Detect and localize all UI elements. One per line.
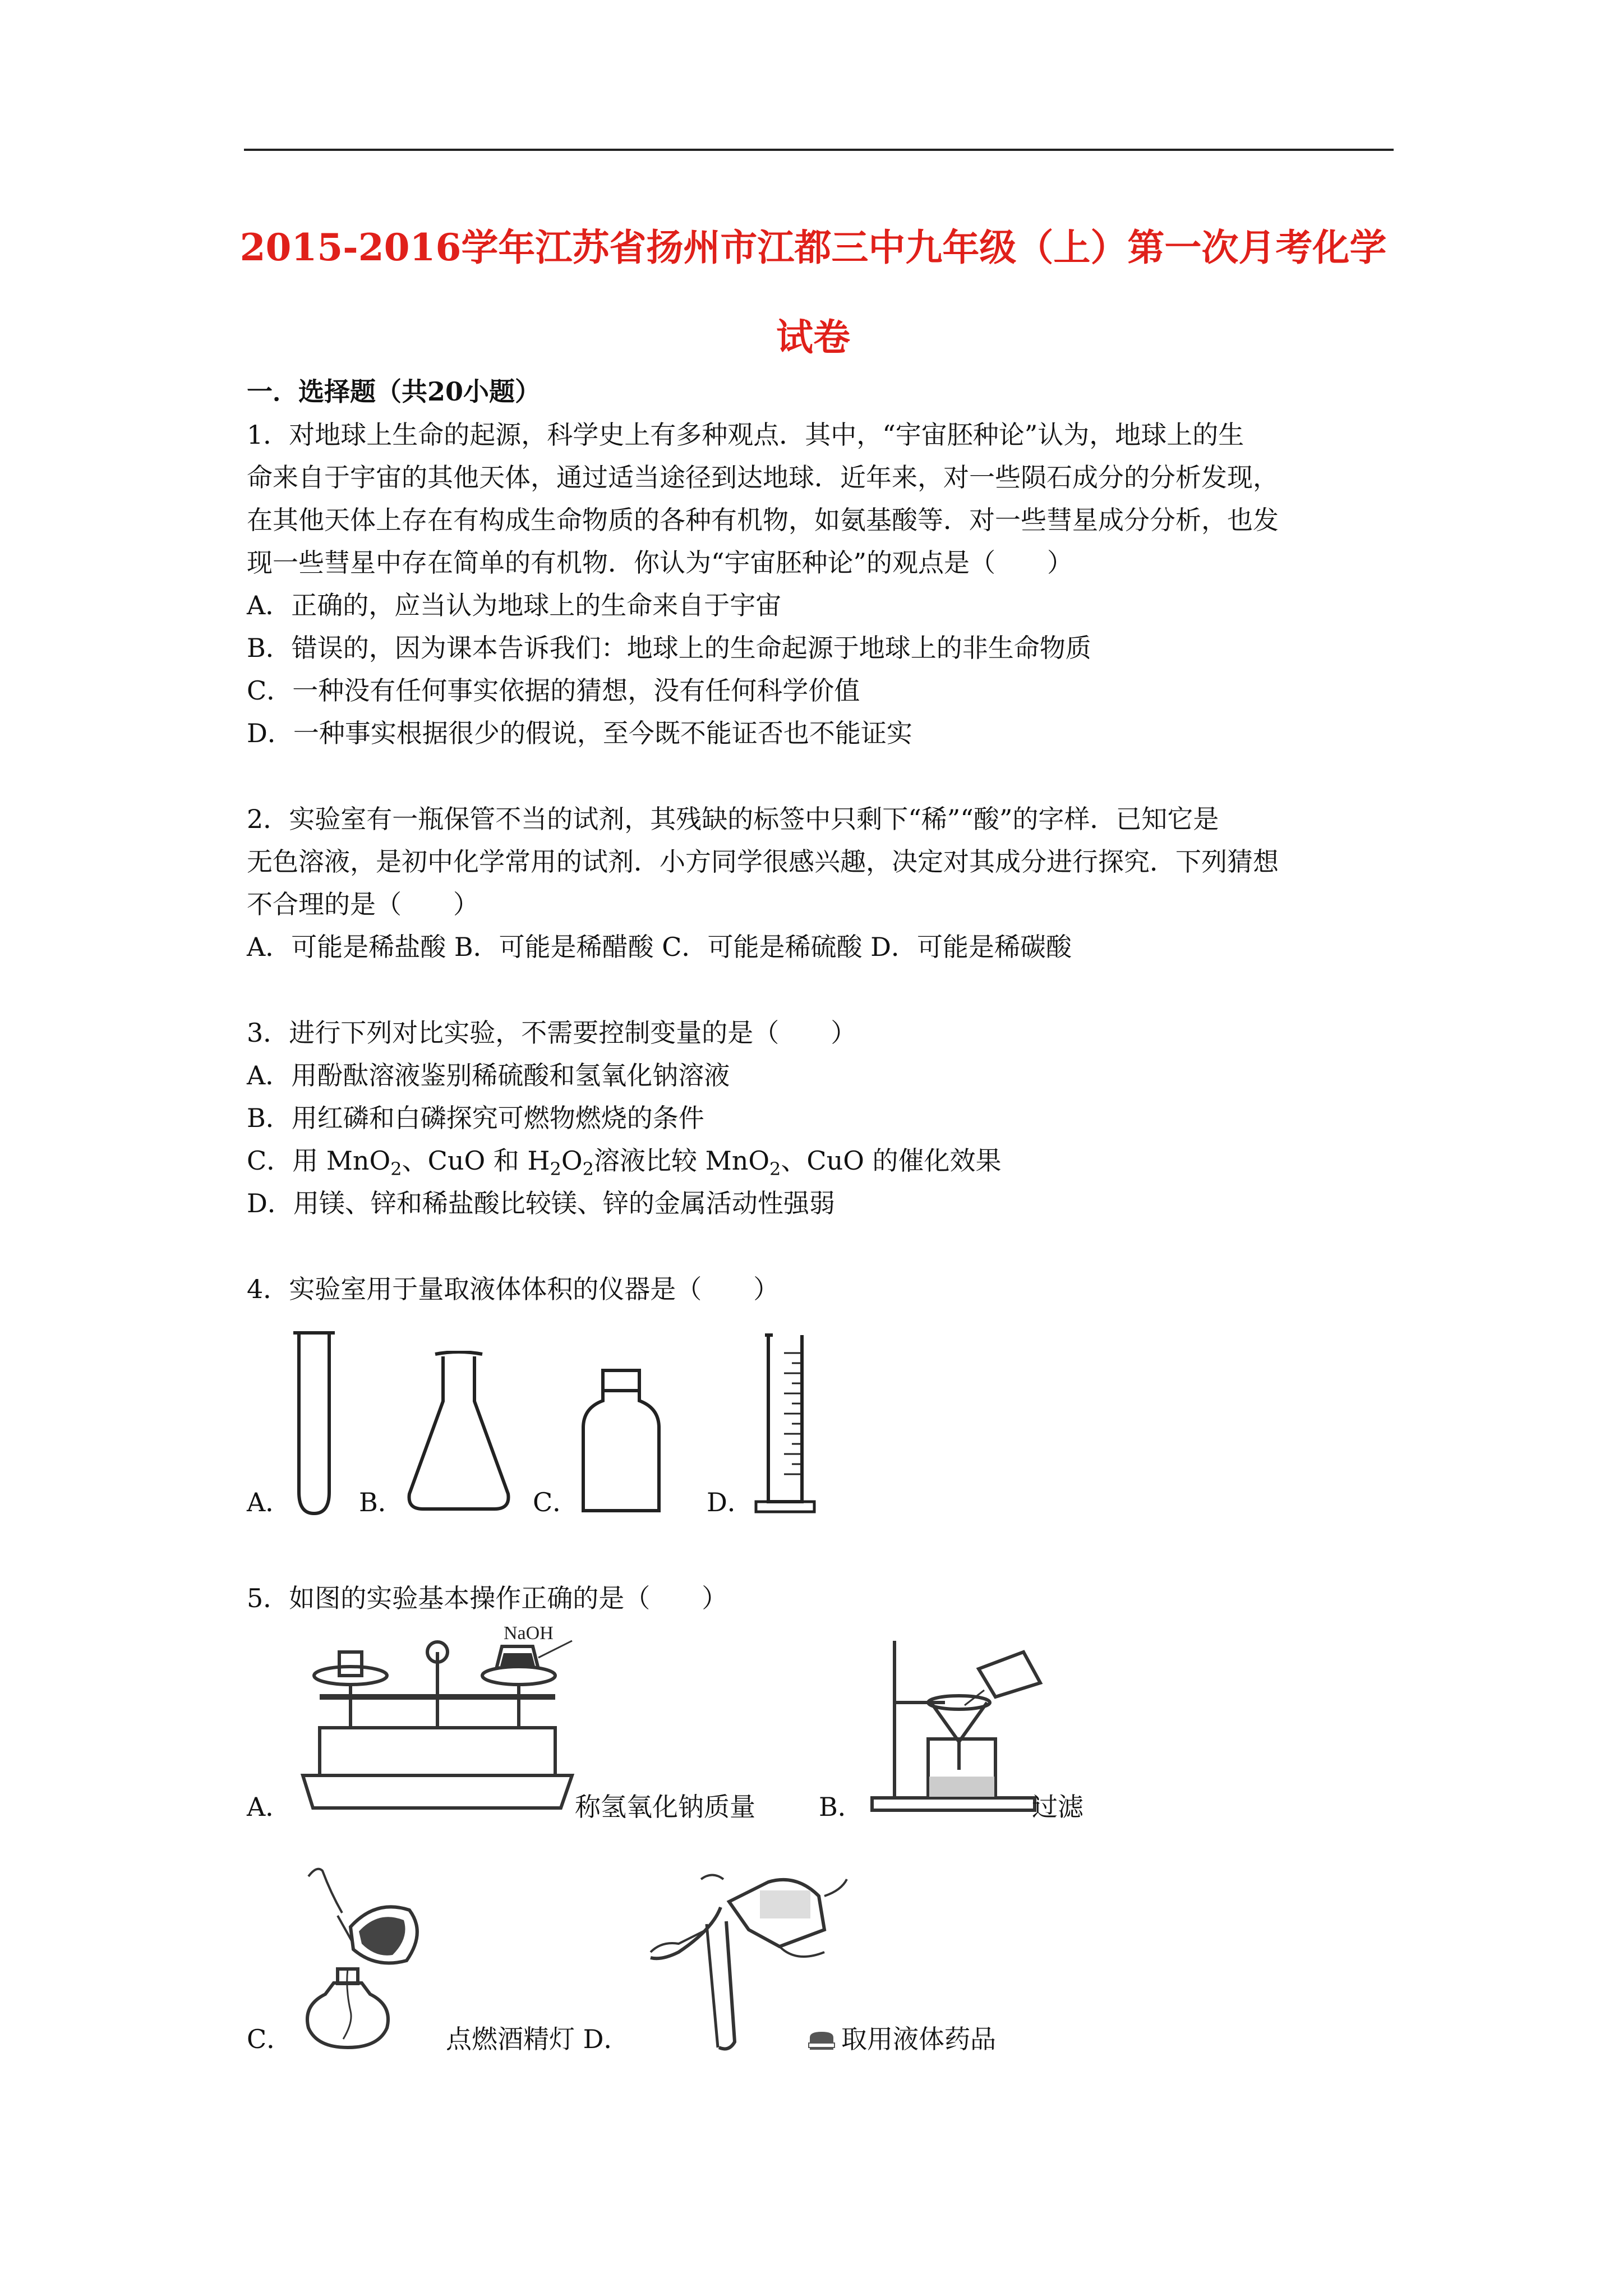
q1-option-a: A．正确的，应当认为地球上的生命来自于宇宙	[247, 590, 782, 620]
test-tube-icon	[289, 1329, 339, 1517]
header-rule	[244, 149, 1394, 151]
graduated-cylinder-icon	[751, 1331, 819, 1516]
naoh-label: NaOH	[504, 1623, 554, 1644]
q3-option-a: A．用酚酞溶液鉴别稀硫酸和氢氧化钠溶液	[247, 1060, 730, 1091]
bottle-stopper-icon	[808, 2030, 836, 2052]
q4-label-b: B．	[359, 1487, 404, 1517]
q2-stem-line: 无色溶液，是初中化学常用的试剂．小方同学很感兴趣，决定对其成分进行探究．下列猜想	[247, 846, 1279, 877]
q4-label-c: C．	[533, 1487, 579, 1517]
q5-label-b: B．	[819, 1792, 864, 1822]
q5-stem: 5．如图的实验基本操作正确的是（ ）	[247, 1583, 728, 1613]
q1-option-b: B．错误的，因为课本告诉我们：地球上的生命起源于地球上的非生命物质	[247, 633, 1091, 663]
q3-option-b: B．用红磷和白磷探究可燃物燃烧的条件	[247, 1103, 704, 1133]
q3-stem: 3．进行下列对比实验，不需要控制变量的是（ ）	[247, 1018, 857, 1048]
q4-stem: 4．实验室用于量取液体体积的仪器是（ ）	[247, 1274, 780, 1304]
q1-stem-line: 1．对地球上生命的起源，科学史上有多种观点．其中，“宇宙胚种论”认为，地球上的生	[247, 420, 1244, 450]
q1-stem-line: 在其他天体上存在有构成生命物质的各种有机物，如氨基酸等．对一些彗星成分分析，也发	[247, 505, 1279, 535]
q4-label-d: D．	[707, 1487, 753, 1517]
erlenmeyer-flask-icon	[403, 1351, 515, 1513]
q5-a-caption: 称氢氧化钠质量	[575, 1792, 755, 1822]
q3-option-c: C．用 MnO$_2$、CuO 和 $H_2O_2$溶液比较 MnO$_2$、CuO 的催化效果	[247, 1145, 1002, 1180]
q5-d-caption: 取用液体药品	[841, 2024, 996, 2054]
q5-label-a: A．	[247, 1792, 292, 1822]
balance-weighing-icon	[297, 1630, 578, 1815]
q4-label-a: A．	[247, 1487, 292, 1517]
q1-stem-line: 命来自于宇宙的其他天体，通过适当途径到达地球．近年来，对一些陨石成分的分析发现，	[247, 462, 1279, 493]
section-heading: 一．选择题（共20小题）	[247, 376, 541, 407]
q1-option-c: C．一种没有任何事实依据的猜想，没有任何科学价值	[247, 675, 860, 706]
q2-stem-line: 2．实验室有一瓶保管不当的试剂，其残缺的标签中只剩下“稀”“酸”的字样．已知它是	[247, 804, 1219, 834]
page-title: 2015-2016学年江苏省扬州市江都三中九年级（上）第一次月考化学	[239, 226, 1387, 269]
q1-option-d: D．一种事实根据很少的假说，至今既不能证否也不能证实	[247, 718, 912, 748]
q2-stem-line: 不合理的是（ ）	[247, 889, 479, 919]
reagent-bottle-icon	[578, 1366, 665, 1515]
pouring-liquid-icon	[639, 1868, 852, 2053]
filtration-setup-icon	[866, 1630, 1052, 1815]
q2-options: A．可能是稀盐酸 B．可能是稀醋酸 C．可能是稀硫酸 D．可能是稀碳酸	[247, 932, 1072, 962]
q3-option-d: D．用镁、锌和稀盐酸比较镁、锌的金属活动性强弱	[247, 1188, 835, 1218]
q5-c-caption: 点燃酒精灯 D．	[446, 2024, 630, 2054]
q5-b-caption: 过滤	[1032, 1792, 1083, 1822]
q5-label-c: C．	[247, 2024, 293, 2054]
q1-stem-line: 现一些彗星中存在简单的有机物．你认为“宇宙胚种论”的观点是（ ）	[247, 547, 1073, 578]
page-title-continued: 试卷	[776, 315, 850, 359]
alcohol-lamp-icon	[292, 1854, 432, 2056]
